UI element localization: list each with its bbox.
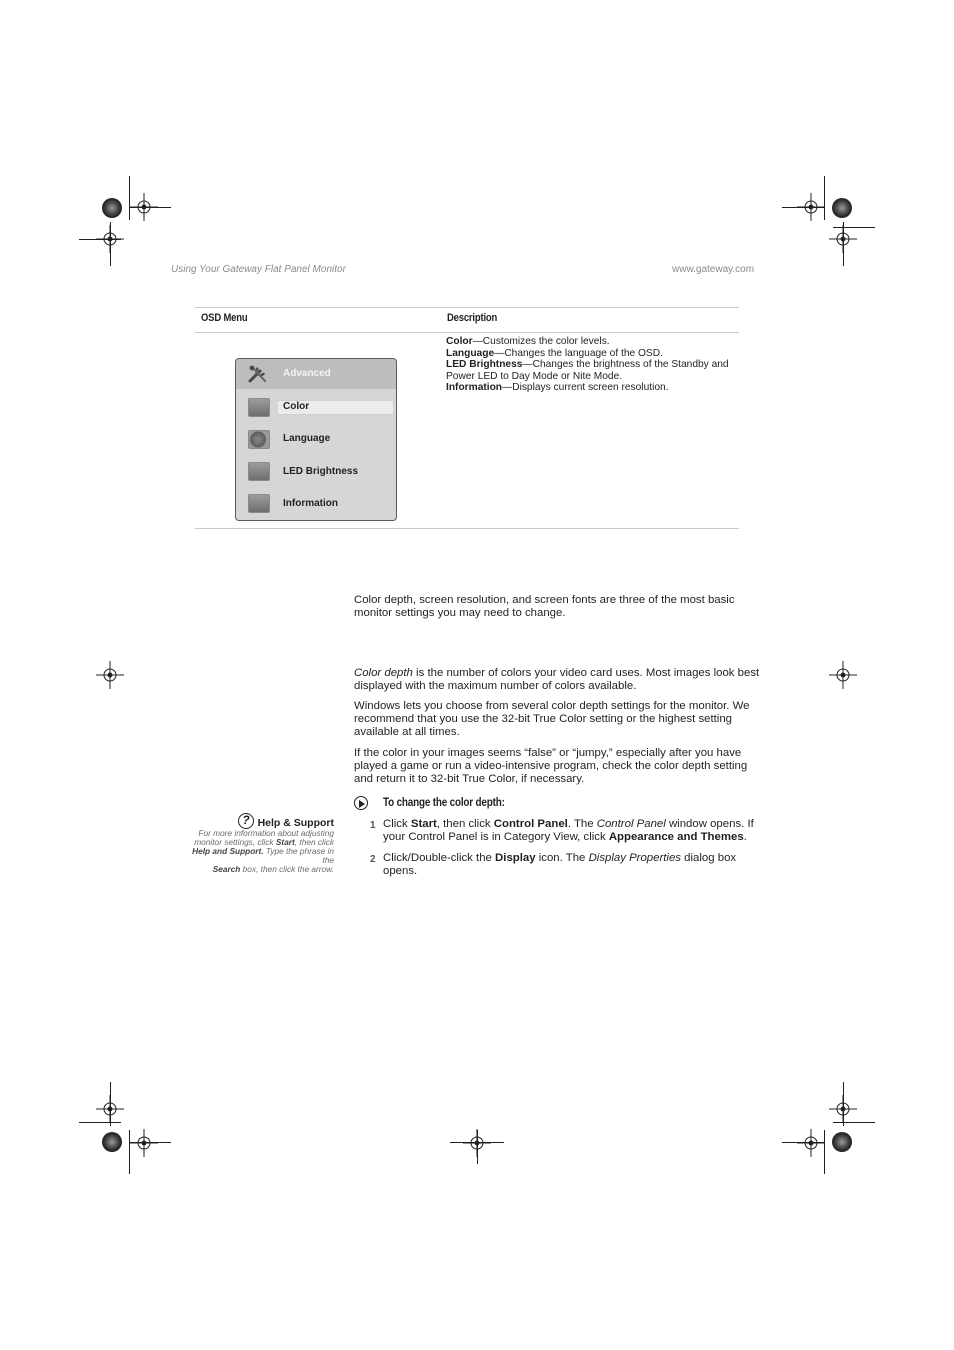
registration-target-icon [128, 1127, 160, 1159]
running-header-title: Using Your Gateway Flat Panel Monitor [171, 264, 346, 275]
windows-paragraph: Windows lets you choose from several color depth settings for the monitor. We recommend that you use the 32-bit True Color setting or the highest setting available at all times. [354, 700, 750, 738]
registration-target-icon [94, 659, 126, 691]
color-icon [248, 398, 270, 417]
false-color-paragraph: If the color in your images seems “false” or “jumpy,” especially after you have played a game or run a video-intensive program, check the color depth setting and return it to 32-bit True Color, if necessary. [354, 747, 748, 785]
procedure-title: To change the color depth: [383, 797, 505, 809]
registration-target-icon [94, 1093, 126, 1125]
info-icon [248, 494, 270, 513]
desc-line-led-brightness: LED Brightness—Changes the brightness of the Standby and Power LED to Day Mode or Nite Mode. [446, 359, 729, 382]
registration-target-icon [827, 1093, 859, 1125]
table-bottom-rule [195, 528, 739, 529]
desc-line-language: Language—Changes the language of the OSD. [446, 347, 663, 359]
step-1: Click Start, then click Control Panel. The Control Panel window opens. If your Control Panel is in Category View, click Appearance and Themes. [383, 818, 754, 843]
osd-menu-title: Advanced [283, 368, 331, 379]
table-header-rule [195, 332, 739, 333]
registration-ball-icon [102, 198, 122, 218]
step-2: Click/Double-click the Display icon. The Display Properties dialog box opens. [383, 852, 737, 877]
col-header-description: Description [447, 312, 498, 324]
intro-paragraph: Color depth, screen resolution, and screen fonts are three of the most basic monitor settings you may need to change. [354, 594, 735, 619]
globe-icon [248, 430, 270, 449]
desc-line-color: Color—Customizes the color levels. [446, 336, 610, 347]
registration-target-icon [795, 191, 827, 223]
help-question-icon: ? [238, 813, 254, 829]
registration-target-icon [827, 659, 859, 691]
tools-icon [247, 364, 269, 384]
color-depth-paragraph: Color depth is the number of colors your video card uses. Most images look best displayed with the maximum number of colors available. [354, 667, 760, 692]
registration-ball-icon [102, 1132, 122, 1152]
step-number-1: 1 [370, 820, 376, 831]
col-header-osd-menu: OSD Menu [201, 312, 248, 324]
help-support-title: Help & Support [257, 817, 334, 829]
registration-ball-icon [832, 198, 852, 218]
osd-item-led-brightness: LED Brightness [283, 466, 359, 477]
help-support-text: For more information about adjusting monitor settings, click Start, then click Help and Support. Type the phrase in the Search box, then click the arrow. [192, 828, 334, 875]
registration-target-icon [795, 1127, 827, 1159]
procedure-arrow-icon [354, 796, 368, 810]
step-number-2: 2 [370, 854, 376, 865]
registration-target-icon [128, 191, 160, 223]
running-header-url: www.gateway.com [672, 264, 755, 275]
osd-item-color: Color [283, 401, 310, 412]
registration-target-icon [827, 223, 859, 255]
osd-menu-screenshot [235, 358, 397, 521]
led-icon [248, 462, 270, 481]
registration-ball-icon [832, 1132, 852, 1152]
osd-item-information: Information [283, 498, 338, 509]
osd-description [446, 336, 736, 394]
table-top-rule [195, 307, 739, 308]
osd-item-language: Language [283, 433, 331, 444]
desc-line-information: Information—Displays current screen resolution. [446, 382, 669, 394]
registration-target-icon [94, 223, 126, 255]
